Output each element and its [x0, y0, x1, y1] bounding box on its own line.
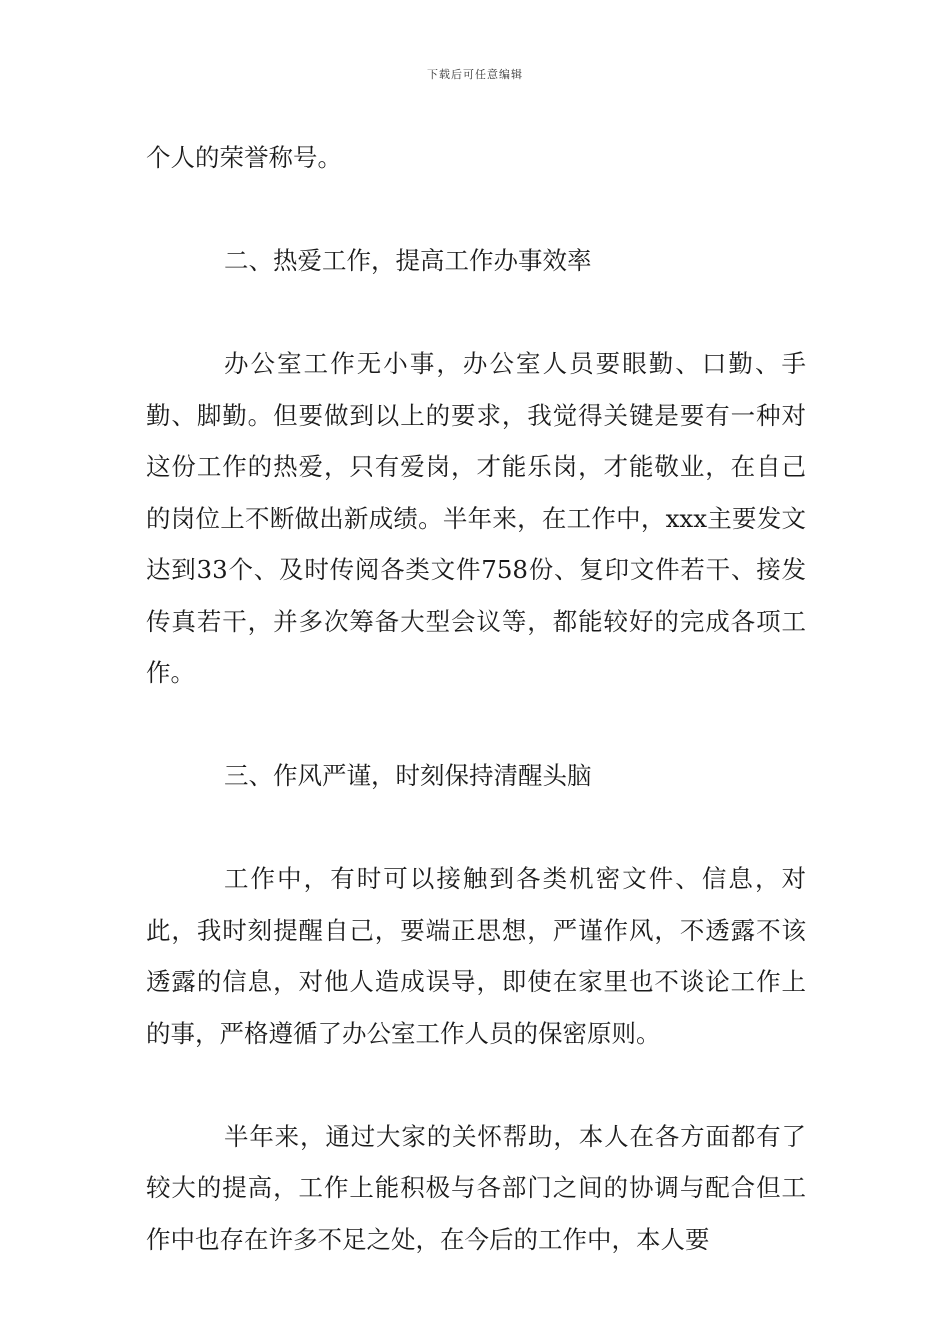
- paragraph-summary: 半年来，通过大家的关怀帮助，本人在各方面都有了较大的提高，工作上能积极与各部门之间的协调与配合但工作中也存在许多不足之处，在今后的工作中，本人要: [146, 1121, 806, 1254]
- section-heading-3: 三、作风严谨，时刻保持清醒头脑: [224, 761, 592, 790]
- paragraph-confidentiality: 工作中，有时可以接触到各类机密文件、信息，对此，我时刻提醒自己，要端正思想，严谨作风，不透露不该透露的信息，对他人造成误导，即使在家里也不谈论工作上的事，严格遵循了办公室工作人员的保密原则。: [146, 864, 806, 1048]
- paragraph-work-efficiency: 办公室工作无小事，办公室人员要眼勤、口勤、手勤、脚勤。但要做到以上的要求，我觉得关键是要有一种对这份工作的热爱，只有爱岗，才能乐岗，才能敬业，在自己的岗位上不断做出新成绩。半年来，在工作中，xxx主要发文达到33个、及时传阅各类文件758份、复印文件若干、接发传真若干，并多次筹备大型会议等，都能较好的完成各项工作。: [146, 349, 806, 687]
- page-header-note: 下载后可任意编辑: [427, 68, 523, 81]
- document-body: [146, 132, 806, 1265]
- section-heading-2: 二、热爱工作，提高工作办事效率: [224, 246, 592, 275]
- paragraph-continuation: 个人的荣誉称号。: [146, 143, 342, 172]
